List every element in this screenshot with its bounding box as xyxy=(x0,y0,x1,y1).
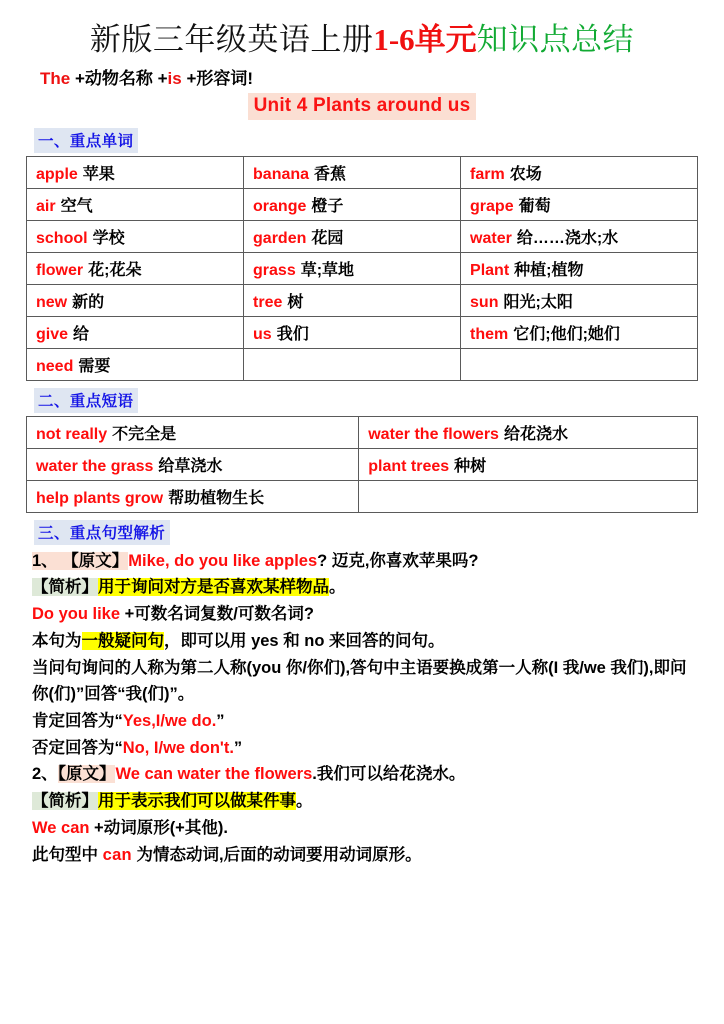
analysis-item1-note1-post: ，即可以用 yes 和 no 来回答的问句。 xyxy=(164,631,445,650)
section-heading-sentences-label: 三、重点句型解析 xyxy=(34,520,170,545)
vocab-zh: 阳光;太阳 xyxy=(503,293,573,311)
table-row xyxy=(27,220,698,252)
vocab-en: apple xyxy=(36,165,78,183)
vocab-zh: 空气 xyxy=(60,197,93,215)
analysis-item2-brief-text: 用于表示我们可以做某件事 xyxy=(98,792,296,811)
analysis-item2-english: We can water the flowers xyxy=(115,765,313,784)
unit-heading-wrapper xyxy=(26,93,698,120)
analysis-item1-note1-pre: 本句为 xyxy=(32,631,82,650)
vocab-cell xyxy=(27,284,244,316)
vocab-en: them xyxy=(470,325,509,343)
vocab-en: grape xyxy=(470,197,514,215)
analysis-item1-translation: 迈克,你喜欢苹果吗? xyxy=(327,551,479,570)
vocab-cell xyxy=(461,188,698,220)
table-row xyxy=(27,416,698,448)
vocab-en: school xyxy=(36,229,88,247)
analysis-item1-brief-period: 。 xyxy=(329,578,346,597)
analysis-item2-translation: 我们可以给花浇水。 xyxy=(316,765,466,784)
formula-line xyxy=(40,64,698,89)
vocab-zh: 花园 xyxy=(311,229,344,247)
analysis-item2-note-post: 为情态动词,后面的动词要用动词原形。 xyxy=(131,845,422,864)
analysis-item1-negative-label: 否定回答为“ xyxy=(32,738,123,757)
analysis-item2-original-line xyxy=(32,761,698,788)
table-row xyxy=(27,316,698,348)
vocab-cell xyxy=(461,284,698,316)
vocab-zh: 我们 xyxy=(276,325,309,343)
analysis-item1-note1-line xyxy=(32,628,698,655)
vocab-cell-empty xyxy=(461,348,698,380)
analysis-item2-note-line xyxy=(32,842,698,869)
vocab-zh: 新的 xyxy=(72,293,105,311)
section-heading-words-label: 一、重点单词 xyxy=(34,128,138,153)
vocab-en: grass xyxy=(253,261,296,279)
analysis-item1-note2-line: 当问句询问的人称为第二人称(you 你/你们),答句中主语要换成第一人称(I 我/we 我们),即问你(们)”回答“我(们)”。 xyxy=(32,658,687,704)
vocab-en: us xyxy=(253,325,272,343)
vocab-cell xyxy=(244,316,461,348)
section-heading-phrases xyxy=(34,388,698,413)
vocab-cell xyxy=(27,220,244,252)
analysis-item1-pattern-red: Do you like xyxy=(32,605,121,624)
vocab-en: farm xyxy=(470,165,505,183)
table-row xyxy=(27,252,698,284)
formula-the: The xyxy=(40,68,71,88)
unit-heading: Unit 4 Plants around us xyxy=(248,93,477,120)
vocab-cell xyxy=(461,252,698,284)
table-row xyxy=(27,480,698,512)
analysis-item2-pattern-line xyxy=(32,815,698,842)
vocab-cell xyxy=(27,348,244,380)
phrase-zh: 种树 xyxy=(454,457,487,475)
table-row xyxy=(27,448,698,480)
vocab-zh: 农场 xyxy=(509,165,542,183)
analysis-item1-pattern-line xyxy=(32,601,698,628)
section-heading-sentences xyxy=(34,520,698,545)
analysis-item2-note-pre: 此句型中 xyxy=(32,845,103,864)
vocab-zh: 学校 xyxy=(92,229,125,247)
phrase-en: water the flowers xyxy=(368,425,499,443)
vocab-zh: 树 xyxy=(287,293,304,311)
vocab-cell-empty xyxy=(244,348,461,380)
title-part-black: 新版三年级英语上册 xyxy=(89,22,374,57)
vocab-zh: 香蕉 xyxy=(314,165,347,183)
analysis-item1-note1-highlight: 一般疑问句 xyxy=(81,631,164,650)
phrase-cell-empty xyxy=(359,480,698,512)
vocabulary-table xyxy=(26,156,698,381)
analysis-item2-number: 2、 xyxy=(32,765,58,784)
vocab-en: tree xyxy=(253,293,283,311)
analysis-item2-tag: 【原文】 xyxy=(57,765,116,784)
vocab-cell xyxy=(461,220,698,252)
analysis-item2-brief-tag: 【简析】 xyxy=(32,792,98,811)
formula-mid1: +动物名称 + xyxy=(70,68,168,88)
phrases-table xyxy=(26,416,698,513)
analysis-item1-brief-line xyxy=(32,574,698,601)
formula-is: is xyxy=(167,68,182,88)
phrase-zh: 给花浇水 xyxy=(503,425,568,443)
analysis-item1-tag: 1、 【原文】 xyxy=(32,551,129,570)
vocab-en: need xyxy=(36,357,74,375)
phrase-zh: 不完全是 xyxy=(112,425,177,443)
vocab-cell xyxy=(244,188,461,220)
analysis-item1-affirmative-line xyxy=(32,708,698,735)
phrase-cell xyxy=(27,448,359,480)
analysis-item1-brief-text: 用于询问对方是否喜欢某样物品 xyxy=(98,578,329,597)
analysis-item1-negative-answer: No, I/we don't. xyxy=(122,738,234,757)
phrase-cell xyxy=(359,416,698,448)
section-heading-words xyxy=(34,128,698,153)
vocab-cell xyxy=(244,284,461,316)
sentence-analysis-block xyxy=(32,548,698,869)
vocab-zh: 需要 xyxy=(78,357,111,375)
page-title xyxy=(26,22,698,58)
vocab-zh: 它们;他们;她们 xyxy=(513,325,620,343)
vocab-en: sun xyxy=(470,293,499,311)
table-row xyxy=(27,348,698,380)
vocab-cell xyxy=(244,252,461,284)
vocab-en: give xyxy=(36,325,69,343)
analysis-item2-period: . xyxy=(312,765,317,784)
vocab-zh: 苹果 xyxy=(82,165,115,183)
vocab-zh: 葡萄 xyxy=(518,197,551,215)
title-part-green: 知识点总结 xyxy=(476,22,635,57)
vocab-cell xyxy=(461,316,698,348)
analysis-item1-question-mark: ? xyxy=(317,551,328,570)
phrase-cell xyxy=(27,480,359,512)
analysis-item2-brief-line xyxy=(32,788,698,815)
vocab-en: new xyxy=(36,293,68,311)
phrase-zh: 给草浇水 xyxy=(158,457,223,475)
phrase-en: plant trees xyxy=(368,457,450,475)
vocab-cell xyxy=(27,156,244,188)
formula-mid2: +形容词! xyxy=(181,68,254,88)
phrase-cell xyxy=(27,416,359,448)
phrase-cell xyxy=(359,448,698,480)
section-heading-phrases-label: 二、重点短语 xyxy=(34,388,138,413)
analysis-item1-original-line xyxy=(32,548,698,575)
analysis-item1-brief-tag: 【简析】 xyxy=(32,578,98,597)
vocab-zh: 种植;植物 xyxy=(514,261,584,279)
analysis-item1-affirmative-label: 肯定回答为“ xyxy=(32,711,123,730)
analysis-item2-brief-period: 。 xyxy=(296,792,313,811)
vocab-en: flower xyxy=(36,261,84,279)
vocab-zh: 花;花朵 xyxy=(88,261,142,279)
table-row xyxy=(27,284,698,316)
phrase-en: not really xyxy=(36,425,108,443)
analysis-item2-pattern-black: +动词原形(+其他). xyxy=(89,818,228,837)
vocab-zh: 给 xyxy=(73,325,90,343)
analysis-item1-english: Mike, do you like apples xyxy=(128,551,318,570)
analysis-item1-pattern-black: +可数名词复数/可数名词? xyxy=(120,605,314,624)
vocab-en: Plant xyxy=(470,261,510,279)
vocab-en: banana xyxy=(253,165,310,183)
vocab-zh: 给……浇水;水 xyxy=(516,229,619,247)
phrase-en: water the grass xyxy=(36,457,154,475)
vocab-cell xyxy=(27,316,244,348)
vocab-cell xyxy=(27,252,244,284)
vocab-zh: 草;草地 xyxy=(300,261,355,279)
analysis-item1-affirmative-close: ” xyxy=(216,711,225,730)
vocab-cell xyxy=(244,156,461,188)
vocab-zh: 橙子 xyxy=(311,197,344,215)
vocab-cell xyxy=(461,156,698,188)
vocab-en: water xyxy=(470,229,512,247)
vocab-cell xyxy=(27,188,244,220)
analysis-item1-affirmative-answer: Yes,I/we do. xyxy=(122,711,217,730)
vocab-cell xyxy=(244,220,461,252)
analysis-item2-pattern-red: We can xyxy=(32,818,90,837)
analysis-item1-negative-line xyxy=(32,735,698,762)
vocab-en: orange xyxy=(253,197,307,215)
title-part-red: 1-6单元 xyxy=(373,22,477,57)
analysis-item1-negative-close: ” xyxy=(233,738,243,757)
analysis-item2-note-modal: can xyxy=(102,845,132,864)
vocab-en: air xyxy=(36,197,56,215)
table-row xyxy=(27,188,698,220)
vocab-en: garden xyxy=(253,229,307,247)
phrase-en: help plants grow xyxy=(36,489,164,507)
table-row xyxy=(27,156,698,188)
phrase-zh: 帮助植物生长 xyxy=(168,489,265,507)
